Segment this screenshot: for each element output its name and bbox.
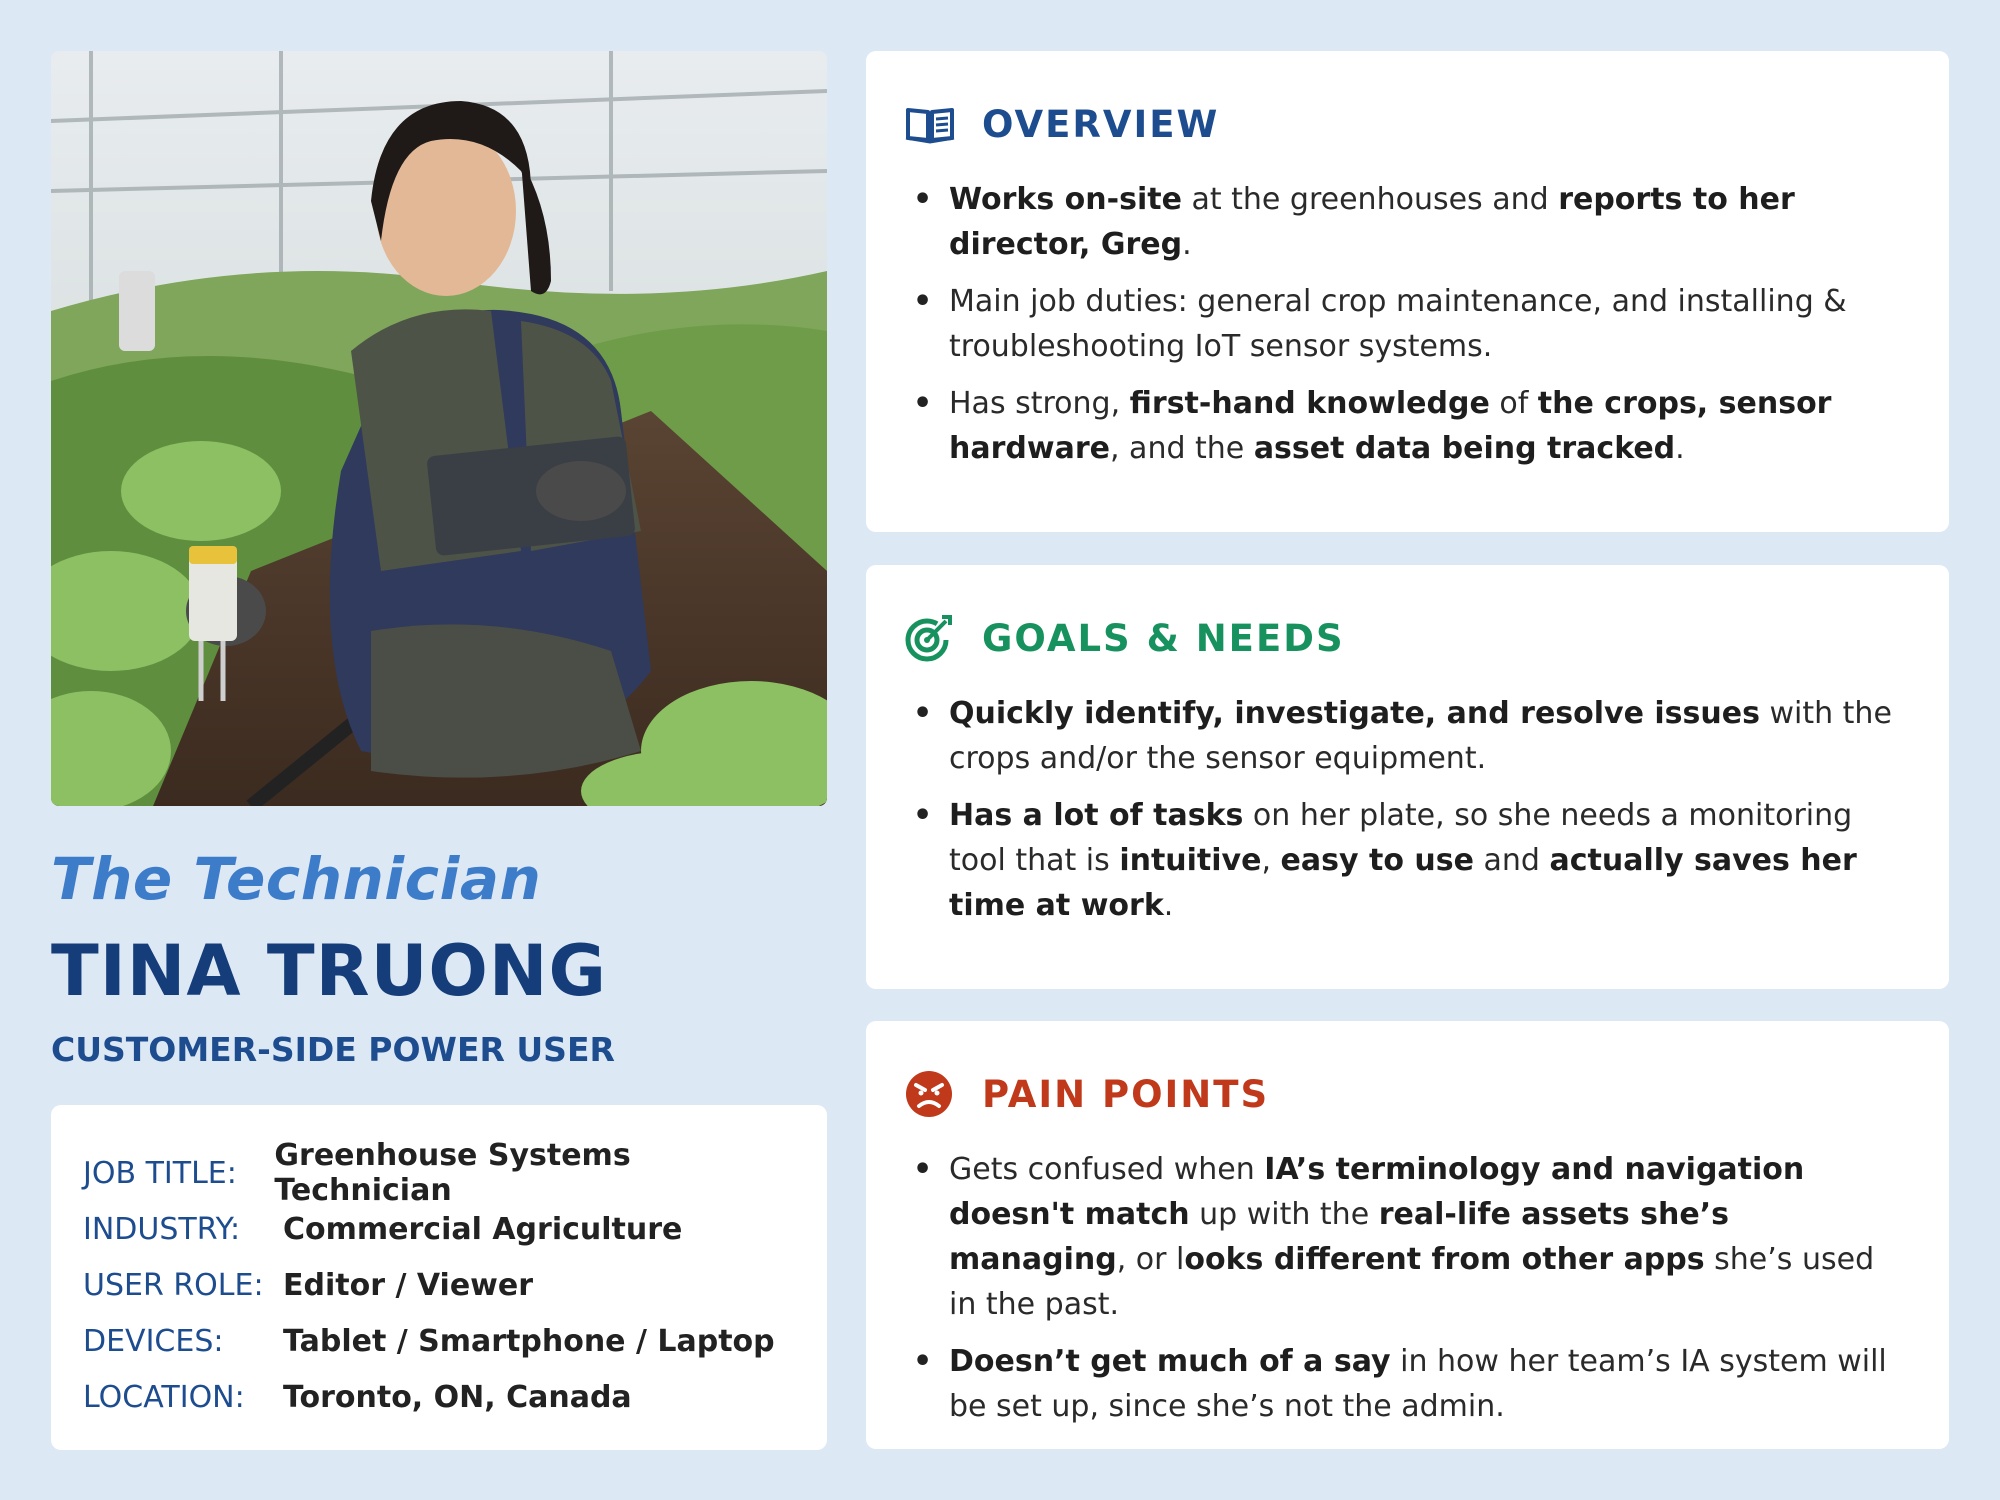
pain-points-card [866, 1021, 1949, 1449]
overview-list [904, 177, 1909, 471]
list-item: • Has strong, first-hand knowledge of the crops, sensor hardware, and the asset data being tracked. [911, 381, 1909, 471]
list-item: • Doesn’t get much of a say in how her team’s IA system will be set up, since she’s not the admin. [911, 1339, 1909, 1429]
overview-card [866, 51, 1949, 532]
goals-list [904, 691, 1909, 928]
info-label: LOCATION: [83, 1379, 245, 1415]
pain-points-list [904, 1147, 1909, 1429]
info-row-job-title [83, 1138, 795, 1208]
overview-title: OVERVIEW [982, 102, 1220, 146]
pain-points-header [904, 1063, 1909, 1125]
goals-header [904, 607, 1909, 669]
info-row-user-role [83, 1257, 795, 1313]
list-item: • Main job duties: general crop maintenance, and installing & troubleshooting IoT sensor systems. [911, 279, 1909, 369]
goals-title: GOALS & NEEDS [982, 616, 1345, 660]
info-label: JOB TITLE: [83, 1155, 237, 1191]
info-value: Greenhouse Systems Technician [274, 1138, 631, 1208]
list-item: • Works on-site at the greenhouses and reports to her director, Greg. [911, 177, 1909, 267]
info-label: USER ROLE: [83, 1267, 264, 1303]
persona-role: CUSTOMER-SIDE POWER USER [51, 1030, 615, 1069]
book-icon [904, 98, 956, 150]
technician-photo [51, 51, 827, 806]
pain-points-title: PAIN POINTS [982, 1072, 1270, 1116]
persona-info-card [51, 1105, 827, 1450]
info-label: DEVICES: [83, 1323, 224, 1359]
goals-card [866, 565, 1949, 989]
angry-face-icon [904, 1068, 956, 1120]
info-value: Commercial Agriculture [283, 1211, 683, 1247]
persona-photo [51, 51, 827, 806]
persona-type: The Technician [51, 845, 542, 913]
list-item: • Quickly identify, investigate, and resolve issues with the crops and/or the sensor equipment. [911, 691, 1909, 781]
info-row-devices [83, 1313, 795, 1369]
list-item: • Gets confused when IA’s terminology and navigation doesn't match up with the real-life assets she’s managing, or looks different from other apps she’s used in the past. [911, 1147, 1909, 1327]
info-value: Editor / Viewer [283, 1267, 534, 1303]
info-value: Toronto, ON, Canada [283, 1379, 632, 1415]
info-label: INDUSTRY: [83, 1211, 241, 1247]
persona-name: TINA TRUONG [51, 930, 607, 1012]
info-row-location [83, 1369, 795, 1425]
target-icon [904, 612, 956, 664]
info-row-industry [83, 1201, 795, 1257]
info-value: Tablet / Smartphone / Laptop [283, 1323, 775, 1359]
overview-header [904, 93, 1909, 155]
list-item: • Has a lot of tasks on her plate, so she needs a monitoring tool that is intuitive, easy to use and actually saves her time at work. [911, 793, 1909, 928]
